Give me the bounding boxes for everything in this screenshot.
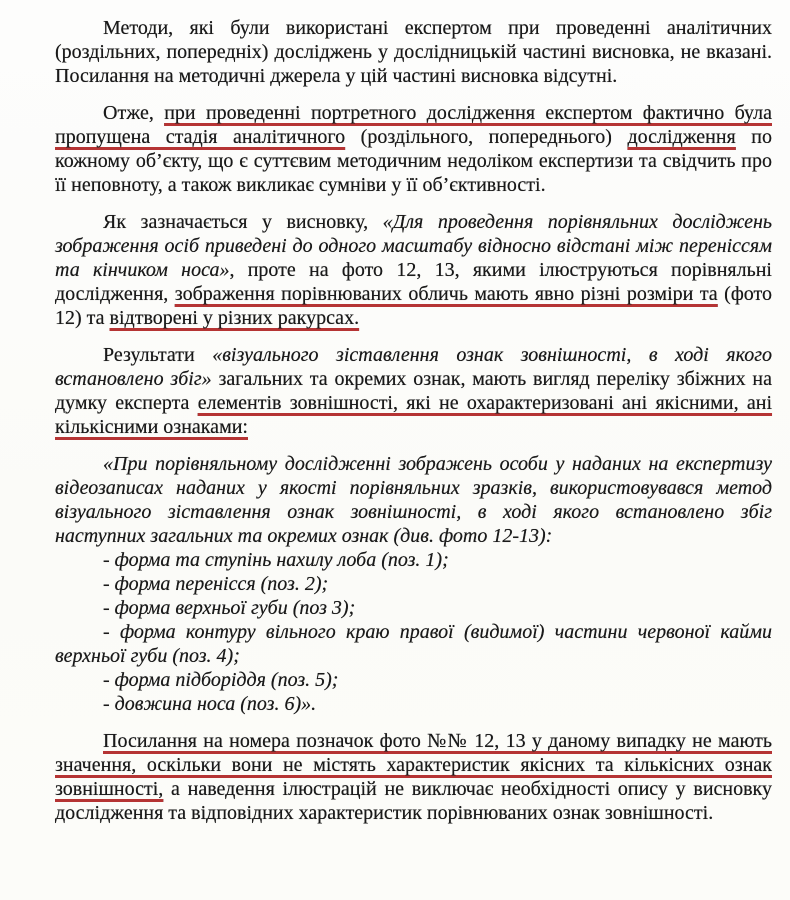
text-segment: загальних та окремих ознак, мають вигляд переліку збіжних на думку експерта bbox=[55, 368, 772, 414]
paragraph bbox=[55, 729, 772, 825]
text-segment: Результати bbox=[103, 344, 213, 366]
paragraph bbox=[55, 16, 772, 88]
text-segment: (роздільного, попереднього) bbox=[345, 126, 628, 148]
document-body bbox=[55, 16, 772, 825]
paragraph bbox=[55, 101, 772, 197]
red-underlined-text: при проведенні портретного дослідження експертом фактично була пропущена стадія аналітичного bbox=[55, 102, 772, 148]
text-segment: Отже, bbox=[103, 102, 165, 124]
red-underlined-text: дослідження bbox=[627, 126, 736, 148]
text-segment: Як зазначається у висновку, bbox=[103, 211, 383, 233]
text-segment: - форма підборіддя (поз. 5); bbox=[103, 669, 339, 691]
text-segment: по кожному об’єкту, що є суттєвим методичним недоліком експертизи та свідчить про її неповноту, а також викликає сумніви у її об’єктивності. bbox=[55, 126, 773, 196]
list-item bbox=[55, 620, 772, 668]
text-segment: «При порівняльному дослідженні зображень особи у наданих на експертизу відеозаписах наданих у якості порівняльних зразків, використовувався метод візуального зіставлення ознак зовнішності, в ході якого встановлено збіг наступних загальних та окремих ознак (див. фото 12-13): bbox=[55, 453, 772, 547]
list-item bbox=[55, 692, 772, 716]
paragraph bbox=[55, 343, 772, 439]
list-item bbox=[55, 548, 772, 572]
text-segment: - форма контуру вільного краю правої (видимої) частини червоної кайми верхньої губи (поз. 4); bbox=[55, 621, 772, 667]
italic-quote-text: «візуального зіставлення ознак зовнішності, в ході якого встановлено збіг» bbox=[55, 344, 772, 390]
list-item bbox=[55, 596, 772, 620]
red-underlined-text: зображення порівнюваних обличь мають явно різні розміри та bbox=[174, 283, 718, 305]
list-item bbox=[55, 572, 772, 596]
text-segment: - довжина носа (поз. 6)». bbox=[103, 693, 317, 715]
text-segment: (фото 12) та bbox=[55, 283, 772, 329]
list-item bbox=[55, 668, 772, 692]
red-underlined-text: елементів зовнішності, які не охарактеризовані ані якісними, ані кількісними ознаками: bbox=[55, 392, 773, 438]
text-segment: - форма верхньої губи (поз 3); bbox=[103, 597, 356, 619]
red-underlined-text: Посилання на номера позначок фото №№ 12, 13 у даному випадку не мають значення, оскільки вони не містять характеристик якісних та кількісних ознак зовнішності, bbox=[55, 730, 772, 800]
text-segment: а наведення ілюстрацій не виключає необхідності опису у висновку дослідження та відповідних характеристик порівнюваних ознак зовнішності. bbox=[55, 778, 772, 824]
italic-quote-text: «Для проведення порівняльних досліджень зображення осіб приведені до одного масштабу відносно відстані між переніссям та кінчиком носа» bbox=[55, 211, 772, 281]
quote-paragraph bbox=[55, 452, 772, 548]
paragraph bbox=[55, 210, 772, 330]
text-segment: - форма перенісся (поз. 2); bbox=[103, 573, 329, 595]
text-segment: - форма та ступінь нахилу лоба (поз. 1); bbox=[103, 549, 449, 571]
text-segment: Методи, які були використані експертом при проведенні аналітичних (роздільних, попередніх) досліджень у дослідницькій частині висновка, не вказані. Посилання на методичні джерела у цій частині висновка відсутні. bbox=[55, 17, 772, 87]
red-underlined-text: відтворені у різних ракурсах. bbox=[109, 307, 360, 329]
text-segment: , проте на фото 12, 13, якими ілюструються порівняльні дослідження, bbox=[55, 259, 772, 305]
